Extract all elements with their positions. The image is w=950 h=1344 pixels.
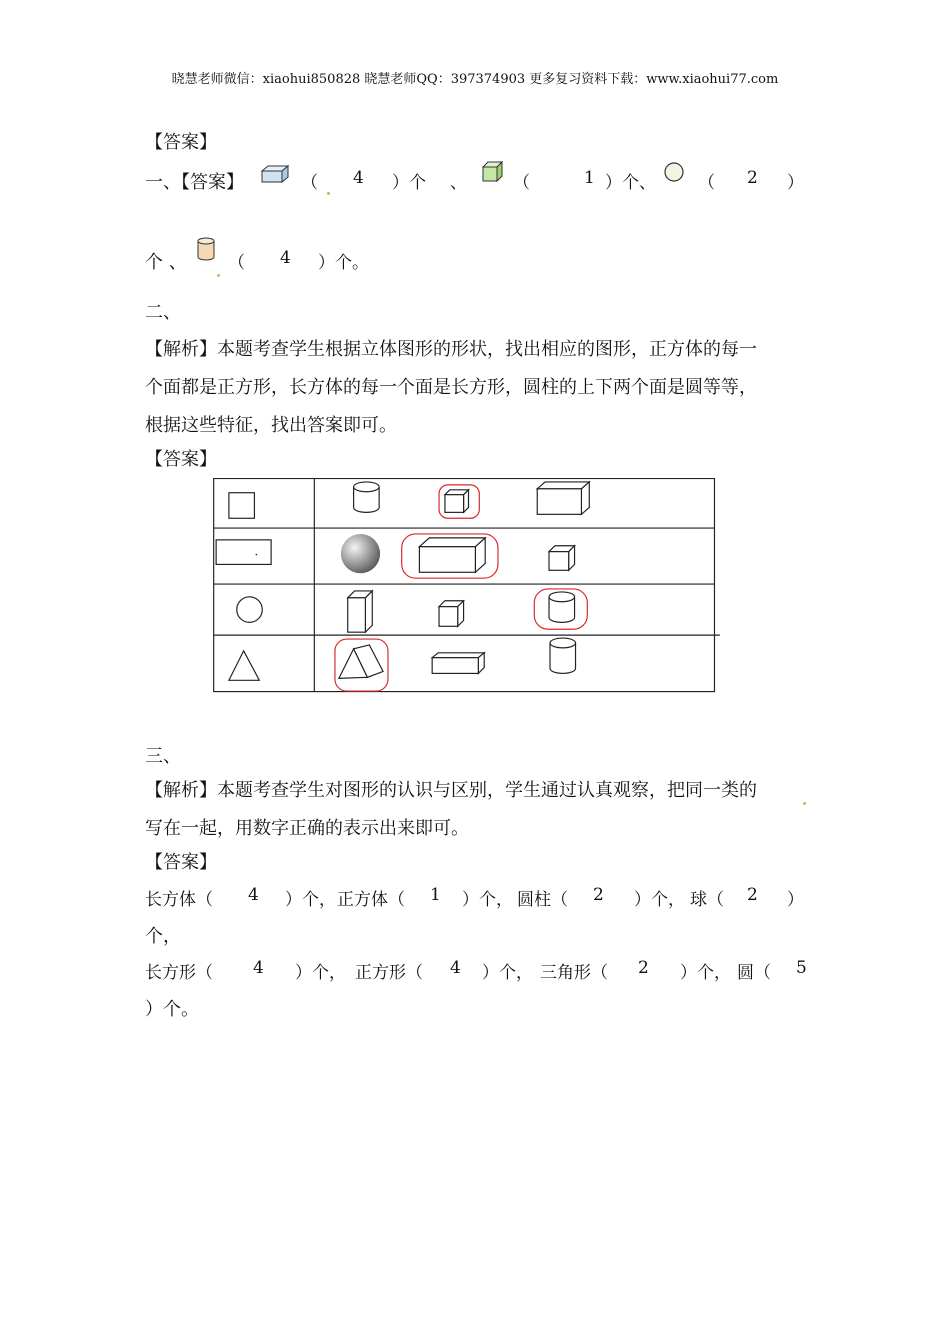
solid-cube-r1 [445,490,469,513]
plane-square [229,493,255,519]
page-header: 晓慧老师微信：xiaohui850828 晓慧老师QQ：397374903 更多复习资料下载：www.xiaohui77.com [171,72,779,87]
count-triangle-label: 三角形（ [540,963,608,983]
plane-triangle [229,651,259,680]
count-rectangle-close: ）个， [295,963,346,983]
answer-heading: 【答案】 [145,132,217,153]
s1-dot-1 [327,180,330,200]
s1-open-2: （ [513,173,530,193]
s1-value-1: 4 [353,168,364,188]
count-line1-cont: 个， [145,926,181,947]
count-cylinder-value: 2 [593,885,604,905]
count-rectangle-label: 长方形（ [145,963,213,983]
count-sphere-label: 球（ [690,890,724,910]
solid-cuboid-r4 [432,653,484,674]
count-circle-label: 圆（ [737,963,771,983]
section3-answer-label: 【答案】 [145,852,217,873]
solid-cylinder-r1 [354,482,380,512]
solid-triangular-prism-r4 [339,645,383,678]
solid-cuboid-r2 [419,538,485,572]
section3-analysis-2: 写在一起，用数字正确的表示出来即可。 [145,818,469,839]
s1-open-1: （ [301,173,318,193]
count-rectangle-value: 4 [253,958,264,978]
solid-cube-r2 [549,546,575,571]
count-cube-label: 正方体（ [337,890,405,910]
solid-cuboid-r1 [537,482,589,514]
sphere-icon [662,160,686,184]
s1-dot-4 [217,262,220,282]
s1-close-3: ） [787,173,804,193]
count-cylinder-close: ）个， [634,890,685,910]
section2-analysis-2: 个面都是正方形，长方体的每一个面是长方形，圆柱的上下两个面是圆等等， [145,377,757,398]
shape-matching-table [213,478,724,696]
solid-sphere-r2 [341,534,380,573]
count-square-label: 正方形（ [355,963,423,983]
s1-open-3: （ [698,173,715,193]
section3-analysis-1: 【解析】本题考查学生对图形的认识与区别，学生通过认真观察，把同一类的 [145,780,757,801]
section1-prefix: 一、【答案】 [145,172,244,193]
count-square-close: ）个， [482,963,533,983]
count-cylinder-label: 圆柱（ [517,890,568,910]
cuboid-icon [260,164,290,184]
solid-cuboid-tall-r3 [348,591,373,632]
count-sphere-value: 2 [747,885,758,905]
count-sphere-close: ） [787,890,804,910]
s1-value-3: 2 [747,168,758,188]
section3-title: 三、 [145,746,181,767]
s1-close-1: ）个 [392,173,426,193]
section2-title: 二、 [145,302,181,323]
s3-dot [803,790,806,810]
s1-lead-4: 个 、 [145,252,187,273]
section2-analysis-1: 【解析】本题考查学生根据立体图形的形状，找出相应的图形，正方体的每一 [145,339,757,360]
section2-analysis-3: 根据这些特征，找出答案即可。 [145,415,397,436]
cylinder-icon [195,236,217,264]
count-cuboid-close: ）个， [285,890,336,910]
plane-rectangle [216,540,271,565]
section2-answer-label: 【答案】 [145,449,217,470]
s1-value-2: 1 [584,168,595,188]
s1-close-4: ）个。 [318,253,369,273]
count-line2-cont: ）个。 [145,999,199,1020]
cube-icon [481,160,505,184]
count-cube-value: 1 [430,885,441,905]
count-cuboid-value: 4 [248,885,259,905]
solid-cylinder-r4 [550,638,576,673]
solid-cube-r3 [439,601,464,627]
count-cuboid-label: 长方体（ [145,890,213,910]
count-cube-close: ）个， [462,890,513,910]
s1-close-2: ）个、 [605,173,656,193]
count-triangle-value: 2 [638,958,649,978]
solid-cylinder-r3 [549,592,575,622]
plane-circle [237,597,263,623]
s1-value-4: 4 [280,248,291,268]
count-square-value: 4 [450,958,461,978]
count-triangle-close: ）个， [680,963,731,983]
s1-open-4: （ [228,253,245,273]
s1-sep-1: 、 [450,173,467,193]
count-circle-value: 5 [796,958,807,978]
